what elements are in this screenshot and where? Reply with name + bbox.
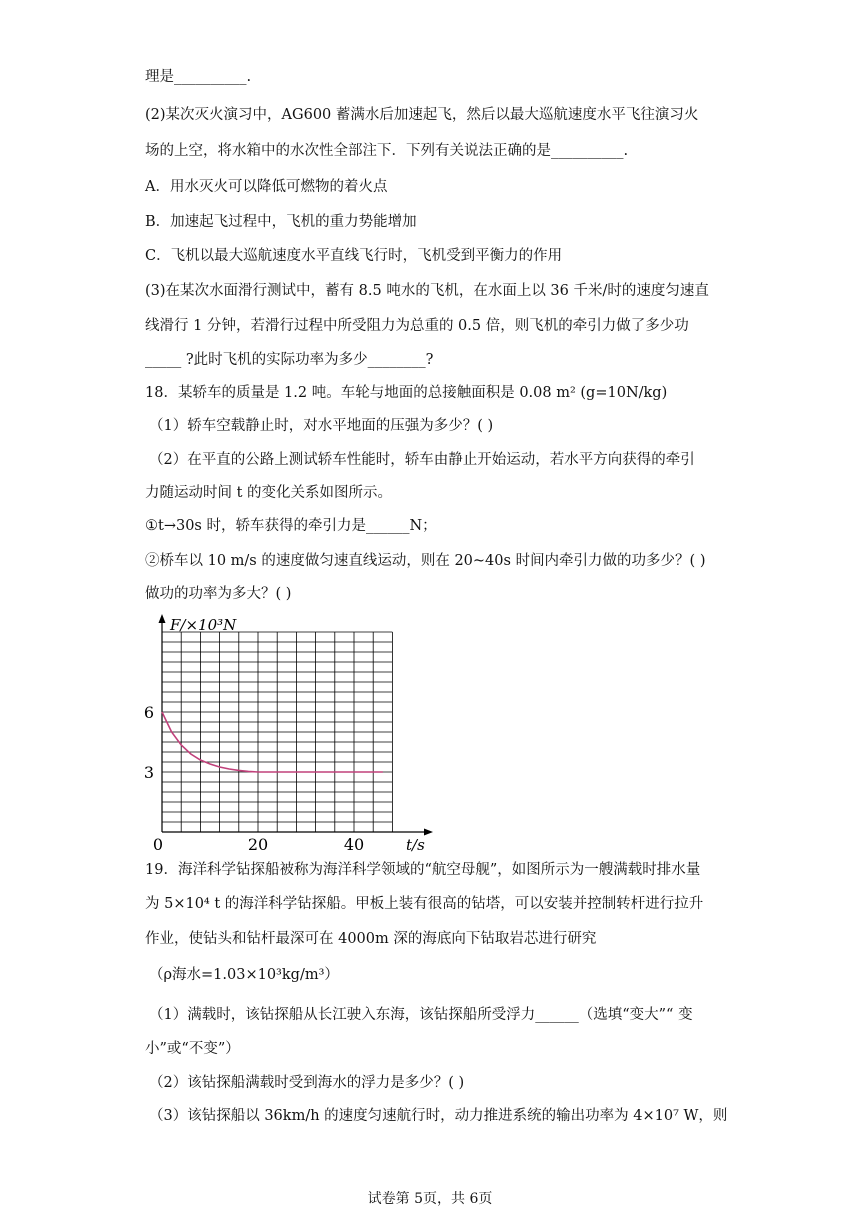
x-axis-arrow xyxy=(424,829,433,836)
text-line: 作业，使钻头和钻杆最深可在 4000m 深的海底向下钻取岩芯进行研究 xyxy=(145,931,597,947)
text-line: （1）满载时，该钻探船从长江驶入东海，该钻探船所受浮力______（选填“变大”“ 变 xyxy=(149,1007,693,1023)
text-line: （2）该钻探船满载时受到海水的浮力是多少？( ) xyxy=(149,1075,465,1091)
text-line: (2)某次灭火演习中，AG600 蓄满水后加速起飞，然后以最大巡航速度水平飞往演习火 xyxy=(145,107,699,123)
option-b: B．加速起飞过程中，飞机的重力势能增加 xyxy=(145,214,417,230)
question-18: 18．某轿车的质量是 1.2 吨。车轮与地面的总接触面积是 0.08 m² (g=10N/kg) xyxy=(145,385,668,401)
text-line: ①t→30s 时，轿车获得的牵引力是______N； xyxy=(145,518,437,534)
x-axis-label: t/s xyxy=(406,836,425,852)
text-line: (3)在某次水面滑行测试中，蓄有 8.5 吨水的飞机，在水面上以 36 千米/时的速度匀速直 xyxy=(145,283,709,299)
text-line: ②桥车以 10 m/s 的速度做匀速直线运动，则在 20~40s 时间内牵引力做的功多少？( ) xyxy=(145,553,706,569)
page-footer: 试卷第 5页，共 6页 xyxy=(367,1191,493,1207)
question-19: 19．海洋科学钻探船被称为海洋科学领域的“航空母舰”，如图所示为一艘满载时排水量 xyxy=(145,862,701,878)
text-line: 力随运动时间 t 的变化关系如图所示。 xyxy=(145,485,393,501)
tick-labels xyxy=(144,703,364,852)
y-axis-arrow xyxy=(159,614,166,623)
text-line: 做功的功率为多大？( ) xyxy=(145,586,292,602)
y-axis-label: F/×10³N xyxy=(170,616,237,634)
density-note: （ρ海水=1.03×10³kg/m³） xyxy=(149,967,339,983)
text-line: _____ ?此时飞机的实际功率为多少________? xyxy=(145,352,434,368)
y-tick-label: 3 xyxy=(143,763,154,782)
text-line: （2）在平直的公路上测试轿车性能时，轿车由静止开始运动，若水平方向获得的牵引 xyxy=(149,452,695,468)
text-line: （1）轿车空载静止时，对水平地面的压强为多少？( ) xyxy=(149,418,494,434)
text-line: （3）该钻探船以 36km/h 的速度匀速航行时，动力推进系统的输出功率为 4×10⁷ W，则 xyxy=(149,1108,728,1124)
x-tick-label: 20 xyxy=(247,835,269,852)
x-tick-label: 0 xyxy=(152,835,164,852)
y-axis-label-group xyxy=(169,616,237,634)
text-line: 场的上空，将水箱中的水次性全部注下．下列有关说法正确的是__________. xyxy=(145,143,629,159)
force-time-graph xyxy=(140,612,440,852)
text-line: 理是__________. xyxy=(145,69,252,85)
x-tick-label: 40 xyxy=(343,835,365,852)
graph-grid xyxy=(162,632,392,832)
option-a: A．用水灭火可以降低可燃物的着火点 xyxy=(145,179,388,195)
option-c: C．飞机以最大巡航速度水平直线飞行时，飞机受到平衡力的作用 xyxy=(145,248,563,264)
text-line: 为 5×10⁴ t 的海洋科学钻探船。甲板上装有很高的钻塔，可以安装并控制转杆进行拉升 xyxy=(145,896,704,912)
text-line: 线滑行 1 分钟，若滑行过程中所受阻力为总重的 0.5 倍，则飞机的牵引力做了多少功 xyxy=(145,318,689,334)
text-line: 小”或“不变”） xyxy=(145,1041,240,1057)
y-tick-label: 6 xyxy=(143,703,154,722)
